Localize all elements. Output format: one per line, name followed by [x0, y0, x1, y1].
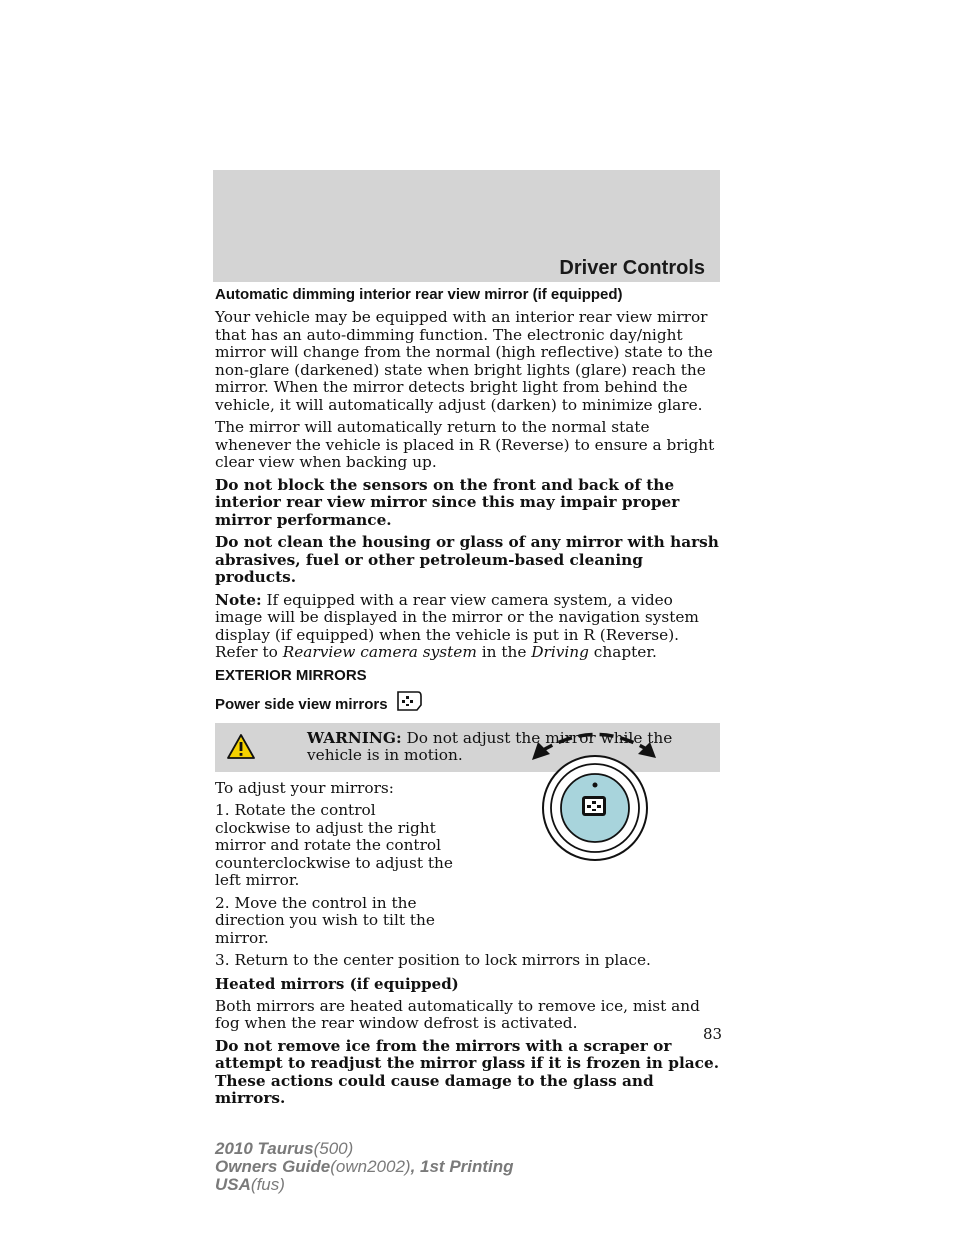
section-title: Driver Controls [559, 257, 705, 279]
paragraph: The mirror will automatically return to the normal state whenever the vehicle is placed in R (Reverse) to ensure a bright clear view when backing up. [215, 418, 715, 471]
paragraph: Your vehicle may be equipped with an interior rear view mirror that has an auto-dimming function. The electronic day/night mirror will change from the normal (high reflective) state to the non-glare (darkened) state when bright lights (glare) reach the mirror. When the mirror detects bright light from behind the vehicle, it will automatically adjust (darken) to minimize glare. [215, 308, 713, 414]
note-text: If equipped with a rear view camera system, a video image will be displayed in the mirror or the navigation system display (if equipped) when the vehicle is put in R (Reverse). Refer to [215, 590, 699, 661]
subheading-text: Power side view mirrors [215, 695, 388, 713]
footer-printing: , 1st Printing [410, 1157, 514, 1176]
heading-exterior-mirrors: EXTERIOR MIRRORS [215, 666, 367, 684]
footer-region: USA [215, 1175, 251, 1194]
caution-paragraph: Do not remove ice from the mirrors with a scraper or attempt to readjust the mirror glass if it is frozen in place. These actions could cause damage to the glass and mirrors. [215, 1036, 720, 1107]
page-content [215, 286, 725, 1113]
page-number: 83 [703, 1025, 723, 1043]
note-mid: in the [481, 643, 527, 661]
footer-model: 2010 Taurus [215, 1139, 314, 1158]
caution-paragraph: Do not clean the housing or glass of any mirror with harsh abrasives, fuel or other petroleum-based cleaning products. [215, 533, 719, 586]
note-end: chapter. [593, 643, 657, 661]
note-chapter: Driving [531, 643, 589, 661]
step-2: 2. Move the control in the direction you wish to tilt the mirror. [215, 893, 435, 947]
warning-message: Do not adjust the mirror while the vehicle is in motion. [307, 728, 673, 764]
note-label: Note: [215, 590, 262, 609]
header-band [213, 170, 720, 282]
caution-paragraph: Do not block the sensors on the front and back of the interior rear view mirror since this may impair proper mirror performance. [215, 475, 680, 529]
step-1: 1. Rotate the control clockwise to adjust the right mirror and rotate the control counterclockwise to adjust the left mirror. [215, 801, 453, 889]
step-3: 3. Return to the center position to lock mirrors in place. [215, 951, 651, 969]
footer-region-code: (fus) [250, 1175, 285, 1194]
footer-model-code: (500) [313, 1139, 354, 1158]
note-paragraph [215, 592, 725, 662]
document-footer [215, 1140, 514, 1194]
footer-guide: Owners Guide [215, 1157, 331, 1176]
heading-auto-dimming: Automatic dimming interior rear view mirror (if equipped) [215, 286, 623, 303]
note-reference: Rearview camera system [282, 643, 477, 661]
warning-label: WARNING: [307, 728, 402, 747]
paragraph: To adjust your mirrors: [215, 778, 394, 797]
warning-triangle-icon [226, 733, 256, 764]
power-mirror-icon [397, 690, 423, 717]
heading-power-side-mirrors [215, 690, 725, 717]
footer-guide-code: (own2002) [330, 1157, 411, 1176]
mirror-control-knob-illustration [530, 720, 660, 874]
heading-heated-mirrors: Heated mirrors (if equipped) [215, 974, 459, 993]
paragraph: Both mirrors are heated automatically to remove ice, mist and fog when the rear window defrost is activated. [215, 996, 700, 1032]
